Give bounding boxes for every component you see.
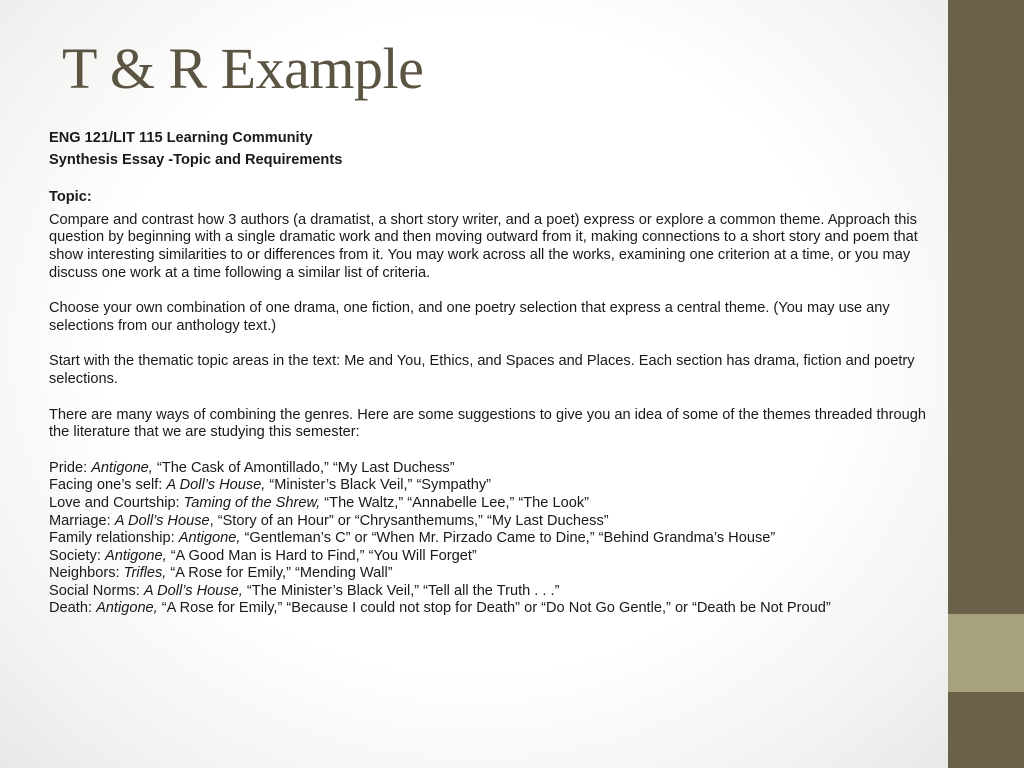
slide-body: [49, 130, 929, 618]
spacer: [49, 389, 929, 407]
spacer: [49, 282, 929, 300]
theme-works: “Gentleman’s C” or “When Mr. Pirzado Came to Dine,” “Behind Grandma’s House”: [240, 530, 776, 547]
theme-item-society: [49, 548, 929, 566]
theme-item-social-norms: [49, 583, 929, 601]
theme-label: Social Norms:: [49, 582, 144, 599]
theme-label: Facing one’s self:: [49, 477, 167, 494]
theme-drama: Antigone,: [104, 547, 167, 564]
theme-works: “A Good Man is Hard to Find,” “You Will Forget”: [166, 547, 477, 564]
theme-item-pride: [49, 460, 929, 478]
theme-drama: Antigone,: [96, 600, 162, 617]
theme-drama: Antigone,: [178, 530, 241, 547]
theme-label: Neighbors:: [49, 565, 124, 582]
theme-item-family: [49, 530, 929, 548]
theme-item-death: [49, 600, 929, 618]
header-line-course: ENG 121/LIT 115 Learning Community: [49, 130, 313, 146]
spacer: [49, 335, 929, 353]
theme-label: Love and Courtship:: [49, 494, 184, 511]
side-accent-band: [948, 614, 1024, 692]
theme-drama: Trifles,: [123, 565, 171, 582]
theme-drama: A Doll’s House,: [166, 477, 266, 494]
theme-label: Marriage:: [49, 512, 115, 529]
theme-works: “Minister’s Black Veil,” “Sympathy”: [265, 477, 492, 494]
spacer: [49, 169, 929, 189]
theme-item-marriage: [49, 513, 929, 531]
spacer: [49, 442, 929, 460]
theme-item-facing-self: [49, 477, 929, 495]
theme-drama: A Doll’s House: [114, 512, 210, 529]
theme-item-love-courtship: [49, 495, 929, 513]
theme-works: “The Waltz,” “Annabelle Lee,” “The Look”: [320, 494, 589, 511]
theme-works: “A Rose for Emily,” “Because I could not stop for Death” or “Do Not Go Gentle,” or “Death be Not Proud”: [161, 600, 831, 617]
paragraph-choose: Choose your own combination of one drama, one fiction, and one poetry selection that express a central theme. (You may use any selections from our anthology text.): [49, 300, 890, 334]
slide-title: T & R Example: [62, 36, 424, 101]
theme-drama: A Doll’s House,: [143, 582, 243, 599]
paragraph-combining: There are many ways of combining the genres. Here are some suggestions to give you an idea of some of the themes threaded through the literature that we are studying this semester:: [49, 406, 926, 441]
paragraph-topic: Compare and contrast how 3 authors (a dramatist, a short story writer, and a poet) express or explore a common theme. Approach this question by beginning with a single dramatic work and then moving outward from it, making connections to a short story and poem that show interesting similarities to or differences from it. You may work across all the works, examining one criterion at a time, or you may discuss one work at a time following a similar list of criteria.: [49, 211, 918, 281]
theme-label: Society:: [49, 547, 105, 564]
theme-works: “The Minister’s Black Veil,” “Tell all the Truth . . .”: [242, 582, 560, 599]
theme-drama: Antigone,: [91, 459, 153, 476]
paragraph-start: Start with the thematic topic areas in the text: Me and You, Ethics, and Spaces and Places. Each section has drama, fiction and poetry selections.: [49, 353, 915, 387]
header-line-essay: Synthesis Essay -Topic and Requirements: [49, 151, 343, 168]
theme-works: “The Cask of Amontillado,” “My Last Duchess”: [152, 459, 455, 476]
theme-label: Family relationship:: [49, 530, 179, 547]
topic-label: Topic:: [49, 189, 92, 206]
theme-label: Pride:: [49, 459, 92, 476]
theme-list: [49, 460, 929, 618]
theme-label: Death:: [49, 600, 97, 617]
theme-works: “A Rose for Emily,” “Mending Wall”: [170, 565, 393, 582]
theme-works: , “Story of an Hour” or “Chrysanthemums,” “My Last Duchess”: [209, 512, 609, 529]
theme-item-neighbors: [49, 565, 929, 583]
theme-drama: Taming of the Shrew,: [183, 494, 321, 511]
